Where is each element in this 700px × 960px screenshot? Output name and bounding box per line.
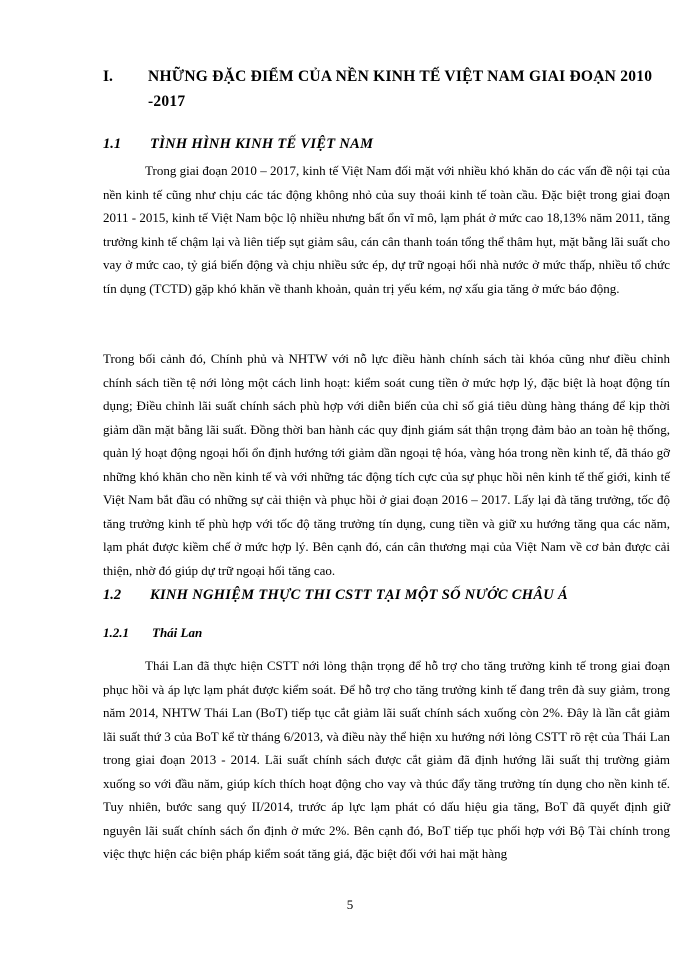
paragraph-economic-situation-1: Trong giai đoạn 2010 – 2017, kinh tế Việt Nam đối mặt với nhiều khó khăn do các vấn đề nội tại của nền kinh tế cũng như chịu các tác động không nhỏ của suy thoái kinh tế toàn cầu. Đặc biệt trong giai đoạn 2011 - 2015, kinh tế Việt Nam bộc lộ nhiều nhưng bất ổn vĩ mô, lạm phát ở mức cao 18,13% năm 2011, tăng trưởng kinh tế chậm lại và liên tiếp sụt giảm sâu, cán cân thanh toán tổng thể thâm hụt, mặt bằng lãi suất cho vay ở mức cao, tỷ giá biến động và chịu nhiều sức ép, dự trữ ngoại hối nhà nước ở mức thấp, nhiều tổ chức tín dụng (TCTD) gặp khó khăn về thanh khoản, quản trị yếu kém, nợ xấu gia tăng ở mức báo động. xyxy=(103,163,670,296)
paragraph-economic-situation-2: Trong bối cảnh đó, Chính phủ và NHTW với nỗ lực điều hành chính sách tài khóa cũng như điều chỉnh chính sách tiền tệ nới lỏng một cách linh hoạt: kiểm soát cung tiền ở mức hợp lý, đặc biệt là hoạt động tín dụng; Điều chỉnh lãi suất chính sách phù hợp với diễn biến của chỉ số giá tiêu dùng hàng tháng để kịp thời giảm dần mặt bằng lãi suất. Đồng thời ban hành các quy định giám sát thận trọng đảm bảo an toàn hệ thống, quản lý hoạt động ngoại hối ổn định hướng tới giảm dần ngoại tệ hóa, vàng hóa trong nền kinh tế, đã tháo gỡ những khó khăn cho nền kinh tế và với những tác động tích cực của sự phục hồi nên kinh tế thế giới, kinh tế Việt Nam bắt đầu có những sự cải thiện và phục hồi ở giai đoạn 2016 – 2017. Lấy lại đà tăng trưởng, tốc độ tăng trưởng kinh tế phù hợp với tốc độ tăng trưởng tín dụng, cung tiền và giữ xu hướng tăng qua các năm, lạm phát được kiềm chế ở mức hợp lý. Bên cạnh đó, cán cân thương mại của Việt Nam về cơ bản được cải thiện, nhờ đó giúp dự trữ ngoại hối tăng cao. xyxy=(103,351,670,578)
section-title: Thái Lan xyxy=(152,625,203,640)
section-title: KINH NGHIỆM THỰC THI CSTT TẠI MỘT SỐ NƯỚC CHÂU Á xyxy=(150,587,568,603)
paragraph-thailand: Thái Lan đã thực hiện CSTT nới lỏng thận trọng để hỗ trợ cho tăng trưởng kinh tế trong giai đoạn phục hồi và áp lực lạm phát được kiểm soát. Để hỗ trợ cho tăng trưởng kinh tế đang trên đà suy giảm, trong năm 2014, NHTW Thái Lan (BoT) tiếp tục cắt giảm lãi suất chính sách xuống còn 2%. Đây là lần cắt giảm lãi suất thứ 3 của BoT kể từ tháng 6/2013, và điều này thể hiện xu hướng nới lỏng CSTT rõ rệt của Thái Lan trong giai đoạn 2013 - 2014. Lãi suất chính sách được cắt giảm đã định hướng lãi suất thị trường giảm xuống so với đầu năm, giúp kích thích hoạt động cho vay và thúc đẩy tăng trưởng tín dụng cho nền kinh tế. Tuy nhiên, bước sang quý II/2014, trước áp lực lạm phát có dấu hiệu gia tăng, BoT đã quyết định giữ nguyên lãi suất chính sách ổn định ở mức 2%. Bên cạnh đó, BoT tiếp tục phối hợp với Bộ Tài chính trong việc thực hiện các biện pháp kiểm soát tăng giá, đặc biệt đối với hai mặt hàng xyxy=(103,658,670,862)
section-number: I. xyxy=(103,68,113,85)
section-title: TÌNH HÌNH KINH TẾ VIỆT NAM xyxy=(150,136,374,152)
section-number: 1.2.1 xyxy=(103,625,129,640)
section-title: NHỮNG ĐẶC ĐIỂM CỦA NỀN KINH TẾ VIỆT NAM GIAI ĐOẠN 2010 -2017 xyxy=(148,68,653,110)
section-number: 1.1 xyxy=(103,136,122,152)
page-number: 5 xyxy=(346,897,354,912)
section-number: 1.2 xyxy=(103,587,122,603)
